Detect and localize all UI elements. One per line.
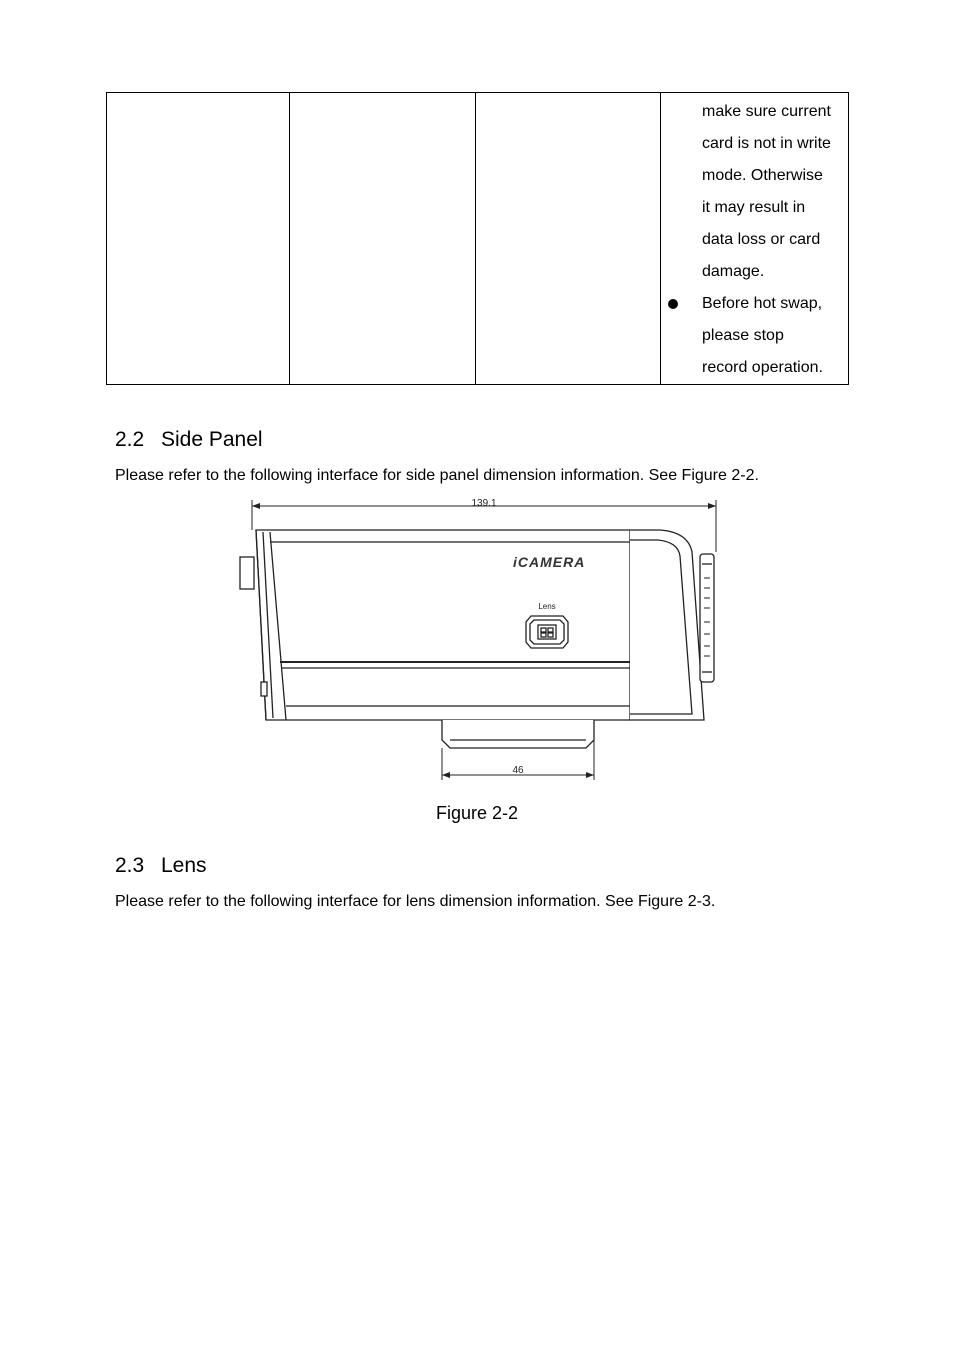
bullet-line: Before hot swap, [702,295,823,312]
figure-caption: Figure 2-2 [435,803,519,823]
table-cell-empty-3 [476,93,661,385]
section-title: Lens [161,854,207,877]
bullet-icon [668,299,678,309]
table-cell-empty-2 [290,93,476,385]
section-heading-lens [115,854,207,878]
brand-logo-text: iCAMERA [513,554,586,570]
note-line: mode. Otherwise [702,167,823,184]
bullet-line: record operation. [702,359,823,376]
bullet-item [702,288,840,384]
table-cell-empty-1 [107,93,290,385]
table-cell-note [661,93,849,385]
note-text [661,93,848,384]
section-body-side-panel: Please refer to the following interface for side panel dimension information. See Figure 2-2. [115,467,759,484]
side-panel-figure [230,492,730,782]
note-line: it may result in [702,199,806,216]
section-number: 2.3 [115,854,145,877]
section-number: 2.2 [115,428,145,451]
bullet-line: please stop [702,327,784,344]
section-heading-side-panel [115,428,263,452]
camera-side-drawing [230,492,730,782]
note-line: damage. [702,263,765,280]
section-title: Side Panel [161,428,263,451]
lens-connector-label: Lens [538,602,556,611]
table-row [107,93,849,385]
note-line: make sure current [702,103,831,120]
spec-table-continuation [106,92,849,385]
note-line: card is not in write [702,135,831,152]
dimension-bottom-label: 46 [512,765,524,776]
note-line: data loss or card [702,231,821,248]
dimension-top-label: 139.1 [471,498,497,509]
section-body-lens: Please refer to the following interface for lens dimension information. See Figure 2-3. [115,893,716,910]
